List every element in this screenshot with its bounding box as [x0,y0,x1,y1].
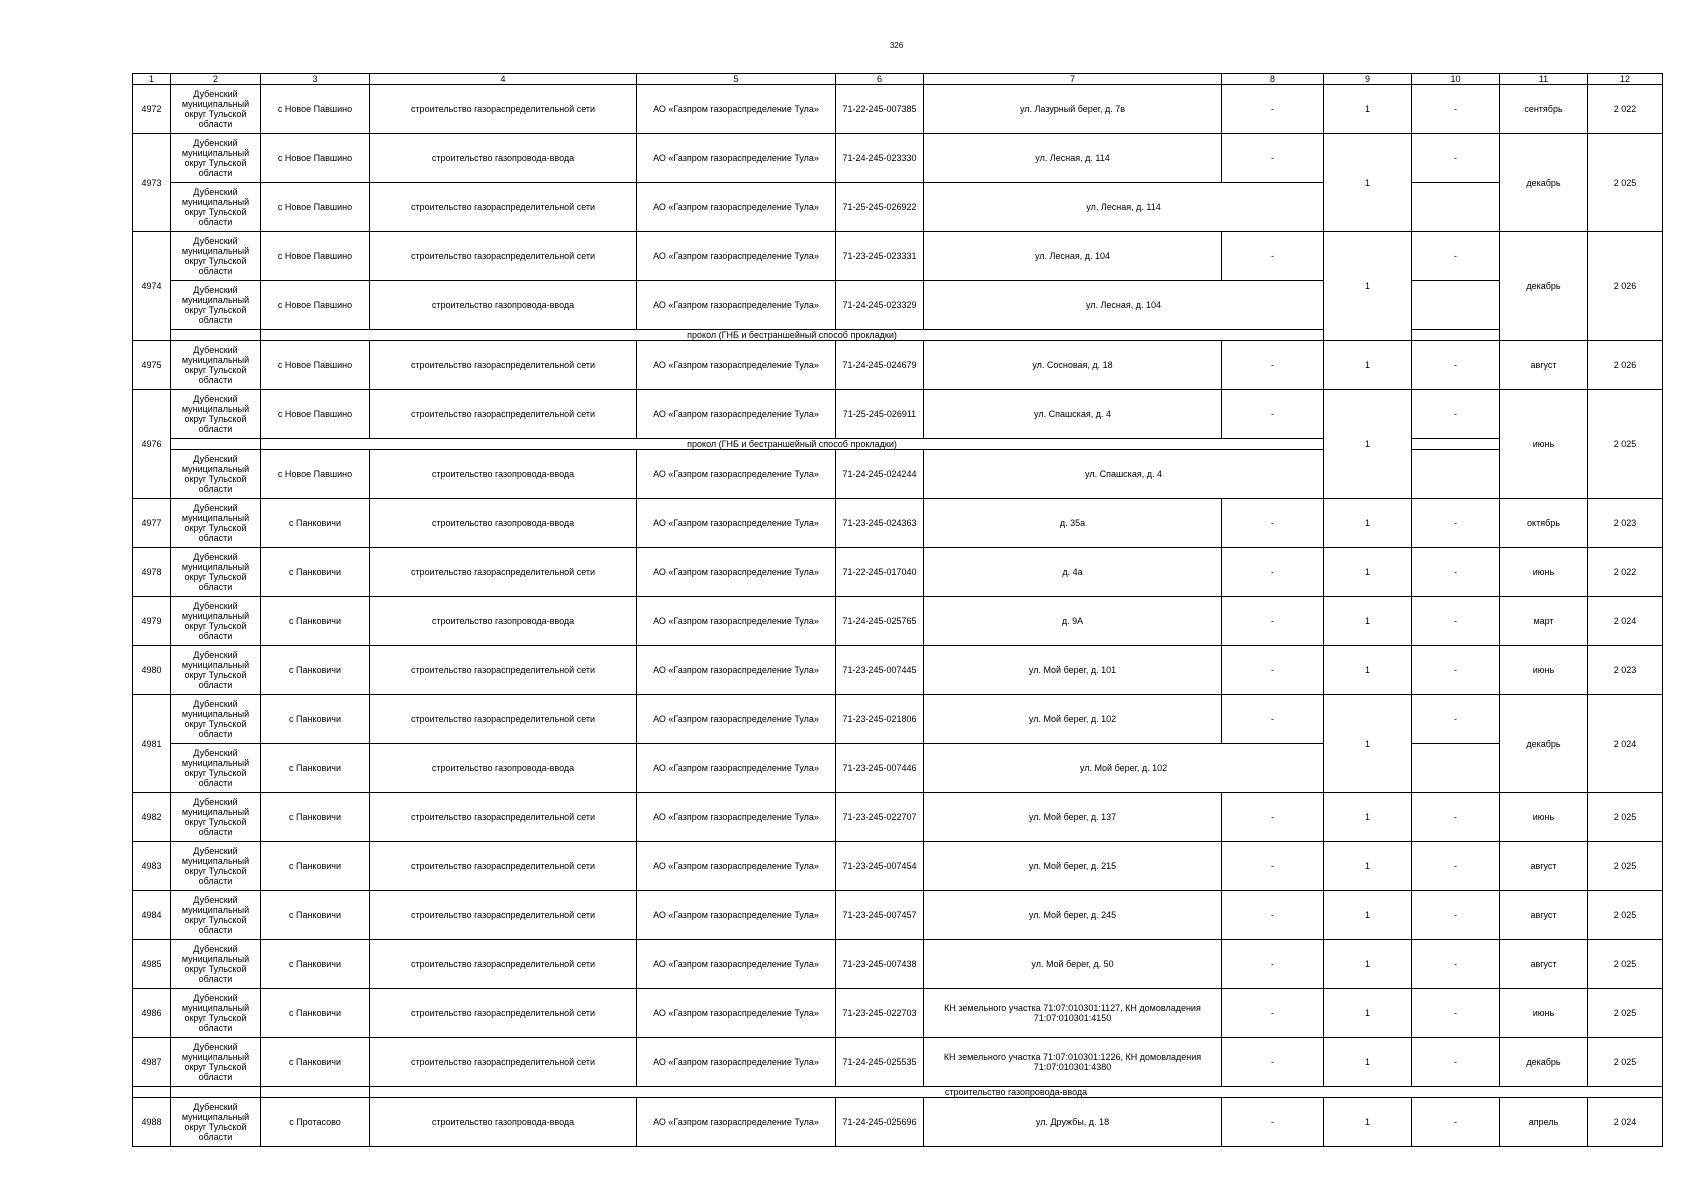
col8-cell: - [1222,499,1324,548]
municipality-cell [171,330,261,341]
settlement-cell: с Новое Павшино [261,281,370,330]
column-number: 9 [1324,74,1412,85]
table-row [133,341,1663,390]
month-cell: декабрь [1500,232,1588,341]
work-type-cell: строительство газораспределительной сети [370,548,637,597]
table-row [133,439,1663,450]
row-number: 4977 [133,499,171,548]
year-cell: 2 025 [1588,940,1663,989]
settlement-cell: с Панковичи [261,793,370,842]
month-cell: июнь [1500,548,1588,597]
settlement-cell: с Панковичи [261,597,370,646]
col8-cell: - [1222,842,1324,891]
municipality-cell: Дубенский муниципальный округ Тульской области [171,1098,261,1147]
row-number: 4981 [133,695,171,793]
col9-cell: 1 [1324,891,1412,940]
col10-cell [1412,281,1500,330]
object-code-cell: 71-23-245-007438 [836,940,924,989]
year-cell: 2 025 [1588,1038,1663,1087]
month-cell: декабрь [1500,695,1588,793]
settlement-cell: с Новое Павшино [261,85,370,134]
col8-cell: - [1222,232,1324,281]
year-cell: 2 025 [1588,390,1663,499]
address-cell: ул. Лесная, д. 104 [924,232,1222,281]
operator-cell: АО «Газпром газораспределение Тула» [637,232,836,281]
object-code-cell: 71-25-245-026911 [836,390,924,439]
col8-cell: - [1222,341,1324,390]
settlement-cell: с Новое Павшино [261,450,370,499]
year-cell: 2 022 [1588,548,1663,597]
work-type-cell: строительство газораспределительной сети [370,695,637,744]
col9-cell: 1 [1324,646,1412,695]
work-type-cell: строительство газопровода-ввода [370,281,637,330]
year-cell: 2 023 [1588,499,1663,548]
month-cell: октябрь [1500,499,1588,548]
object-code-cell: 71-23-245-007454 [836,842,924,891]
col10-cell: - [1412,1038,1500,1087]
address-cell: ул. Спашская, д. 4 [924,390,1222,439]
year-cell: 2 024 [1588,597,1663,646]
work-type-cell: строительство газораспределительной сети [370,842,637,891]
address-cell: д. 35а [924,499,1222,548]
table-row [133,548,1663,597]
gasification-registry-table [132,73,1663,1147]
col10-cell: - [1412,842,1500,891]
work-type-cell: строительство газораспределительной сети [370,183,637,232]
municipality-cell: Дубенский муниципальный округ Тульской области [171,450,261,499]
col9-cell: 1 [1324,842,1412,891]
work-type-cell: строительство газораспределительной сети [370,989,637,1038]
municipality-cell: Дубенский муниципальный округ Тульской области [171,134,261,183]
year-cell: 2 025 [1588,891,1663,940]
col10-cell: - [1412,499,1500,548]
column-number: 11 [1500,74,1588,85]
col10-cell: - [1412,597,1500,646]
operator-cell: АО «Газпром газораспределение Тула» [637,450,836,499]
municipality-cell: Дубенский муниципальный округ Тульской области [171,1038,261,1087]
object-code-cell: 71-24-245-023330 [836,134,924,183]
row-number: 4987 [133,1038,171,1087]
column-number: 4 [370,74,637,85]
table-row [133,450,1663,499]
table-row [133,744,1663,793]
col10-cell: - [1412,232,1500,281]
col10-cell: - [1412,134,1500,183]
municipality-cell: Дубенский муниципальный округ Тульской области [171,341,261,390]
operator-cell: АО «Газпром газораспределение Тула» [637,183,836,232]
settlement-cell: с Новое Павшино [261,390,370,439]
address-cell: д. 4а [924,548,1222,597]
address-cell: ул. Мой берег, д. 245 [924,891,1222,940]
col10-cell [1412,744,1500,793]
page-number: 326 [889,41,904,50]
municipality-cell: Дубенский муниципальный округ Тульской области [171,597,261,646]
address-cell: ул. Лазурный берег, д. 7в [924,85,1222,134]
table-row [133,281,1663,330]
address-cell: ул. Мой берег, д. 50 [924,940,1222,989]
row-number: 4973 [133,134,171,232]
address-cell: ул. Мой берег, д. 137 [924,793,1222,842]
month-cell: июнь [1500,646,1588,695]
month-cell: март [1500,597,1588,646]
table-row [133,330,1663,341]
work-type-cell: строительство газораспределительной сети [370,85,637,134]
month-cell: сентябрь [1500,85,1588,134]
operator-cell: АО «Газпром газораспределение Тула» [637,597,836,646]
object-code-cell: 71-23-245-021806 [836,695,924,744]
col9-cell: 1 [1324,548,1412,597]
object-code-cell: 71-23-245-007445 [836,646,924,695]
municipality-cell: Дубенский муниципальный округ Тульской области [171,548,261,597]
month-cell: декабрь [1500,1038,1588,1087]
object-code-cell: 71-24-245-025696 [836,1098,924,1147]
operator-cell: АО «Газпром газораспределение Тула» [637,341,836,390]
municipality-cell: Дубенский муниципальный округ Тульской области [171,989,261,1038]
address-cell: КН земельного участка 71:07:010301:1226, КН домовладения 71:07:010301:4380 [924,1038,1222,1087]
col10-cell: - [1412,646,1500,695]
address-cell: ул. Лесная, д. 104 [924,281,1324,330]
month-cell: июнь [1500,793,1588,842]
column-number: 7 [924,74,1222,85]
operator-cell: АО «Газпром газораспределение Тула» [637,134,836,183]
table-row [133,597,1663,646]
table-row [133,989,1663,1038]
column-number-row [133,74,1663,85]
column-number: 6 [836,74,924,85]
work-type-cell: строительство газопровода-ввода [370,450,637,499]
row-number: 4983 [133,842,171,891]
municipality-cell [171,1087,261,1098]
col9-cell: 1 [1324,499,1412,548]
settlement-cell: с Панковичи [261,646,370,695]
operator-cell: АО «Газпром газораспределение Тула» [637,548,836,597]
municipality-cell: Дубенский муниципальный округ Тульской области [171,695,261,744]
address-cell: ул. Лесная, д. 114 [924,183,1324,232]
table-row [133,646,1663,695]
year-cell: 2 025 [1588,989,1663,1038]
column-number: 10 [1412,74,1500,85]
year-cell: 2 025 [1588,793,1663,842]
work-type-cell: строительство газопровода-ввода [370,499,637,548]
work-type-cell: строительство газораспределительной сети [370,1038,637,1087]
object-code-cell: 71-23-245-007457 [836,891,924,940]
table-row [133,134,1663,183]
col9-cell: 1 [1324,390,1412,499]
col9-cell: 1 [1324,341,1412,390]
col9-cell: 1 [1324,134,1412,232]
object-code-cell: 71-24-245-025535 [836,1038,924,1087]
work-type-cell: строительство газопровода-ввода [370,744,637,793]
row-number: 4984 [133,891,171,940]
table-row [133,695,1663,744]
year-cell: 2 024 [1588,1098,1663,1147]
puncture-note: прокол (ГНБ и бестраншейный способ прокладки) [261,330,1324,341]
settlement-cell: с Панковичи [261,695,370,744]
object-code-cell: 71-24-245-023329 [836,281,924,330]
operator-cell: АО «Газпром газораспределение Тула» [637,940,836,989]
municipality-cell: Дубенский муниципальный округ Тульской области [171,281,261,330]
col10-cell: - [1412,85,1500,134]
col8-cell: - [1222,793,1324,842]
table-row [133,499,1663,548]
col8-cell: - [1222,940,1324,989]
column-number: 8 [1222,74,1324,85]
table-row [133,183,1663,232]
municipality-cell [171,439,261,450]
settlement-cell: с Новое Павшино [261,341,370,390]
operator-cell: АО «Газпром газораспределение Тула» [637,85,836,134]
row-number: 4979 [133,597,171,646]
column-number: 3 [261,74,370,85]
settlement-cell: с Панковичи [261,1038,370,1087]
col10-cell [1412,439,1500,450]
municipality-cell: Дубенский муниципальный округ Тульской области [171,940,261,989]
col8-cell: - [1222,1098,1324,1147]
table-row [133,891,1663,940]
col9-cell: 1 [1324,989,1412,1038]
col10-cell: - [1412,891,1500,940]
month-cell: август [1500,842,1588,891]
col9-cell: 1 [1324,940,1412,989]
year-cell: 2 022 [1588,85,1663,134]
month-cell: август [1500,891,1588,940]
col8-cell: - [1222,548,1324,597]
operator-cell: АО «Газпром газораспределение Тула» [637,842,836,891]
year-cell: 2 026 [1588,341,1663,390]
year-cell: 2 024 [1588,695,1663,793]
municipality-cell: Дубенский муниципальный округ Тульской области [171,390,261,439]
operator-cell: АО «Газпром газораспределение Тула» [637,499,836,548]
operator-cell: АО «Газпром газораспределение Тула» [637,744,836,793]
operator-cell: АО «Газпром газораспределение Тула» [637,390,836,439]
row-number: 4985 [133,940,171,989]
settlement-cell: с Новое Павшино [261,183,370,232]
object-code-cell: 71-23-245-023331 [836,232,924,281]
col10-cell: - [1412,341,1500,390]
row-number: 4986 [133,989,171,1038]
col10-cell: - [1412,390,1500,439]
settlement-cell: с Панковичи [261,744,370,793]
row-number: 4972 [133,85,171,134]
object-code-cell: 71-23-245-007446 [836,744,924,793]
col9-cell: 1 [1324,597,1412,646]
settlement-cell: с Панковичи [261,548,370,597]
col8-cell: - [1222,891,1324,940]
col9-cell: 1 [1324,85,1412,134]
month-cell: июнь [1500,989,1588,1038]
object-code-cell: 71-22-245-007385 [836,85,924,134]
puncture-note: прокол (ГНБ и бестраншейный способ прокладки) [261,439,1324,450]
col8-cell: - [1222,1038,1324,1087]
table-row [133,1087,1663,1098]
month-cell: апрель [1500,1098,1588,1147]
address-cell: ул. Дружбы, д. 18 [924,1098,1222,1147]
municipality-cell: Дубенский муниципальный округ Тульской области [171,232,261,281]
object-code-cell: 71-24-245-025765 [836,597,924,646]
municipality-cell: Дубенский муниципальный округ Тульской области [171,85,261,134]
row-number [133,1087,171,1098]
work-type-cell: строительство газораспределительной сети [370,891,637,940]
address-cell: ул. Мой берег, д. 102 [924,744,1324,793]
operator-cell: АО «Газпром газораспределение Тула» [637,695,836,744]
col9-cell: 1 [1324,793,1412,842]
settlement-cell: с Панковичи [261,940,370,989]
table-row [133,940,1663,989]
settlement-cell: с Панковичи [261,989,370,1038]
col8-cell: - [1222,85,1324,134]
address-cell: КН земельного участка 71:07:010301:1127, КН домовладения 71:07:010301:4150 [924,989,1222,1038]
month-cell: август [1500,341,1588,390]
table-row [133,842,1663,891]
municipality-cell: Дубенский муниципальный округ Тульской области [171,842,261,891]
operator-cell: АО «Газпром газораспределение Тула» [637,989,836,1038]
column-number: 5 [637,74,836,85]
column-number: 1 [133,74,171,85]
settlement-cell: с Новое Павшино [261,232,370,281]
col9-cell: 1 [1324,1038,1412,1087]
address-cell: ул. Лесная, д. 114 [924,134,1222,183]
row-number: 4988 [133,1098,171,1147]
object-code-cell: 71-24-245-024679 [836,341,924,390]
work-type-cell: строительство газораспределительной сети [370,341,637,390]
work-type-cell: строительство газораспределительной сети [370,646,637,695]
settlement-cell [261,1087,370,1098]
year-cell: 2 026 [1588,232,1663,341]
work-type-cell: строительство газораспределительной сети [370,940,637,989]
settlement-cell: с Панковичи [261,499,370,548]
col10-cell [1412,330,1500,341]
address-cell: ул. Мой берег, д. 101 [924,646,1222,695]
year-cell: 2 025 [1588,134,1663,232]
col8-cell: - [1222,695,1324,744]
year-cell: 2 023 [1588,646,1663,695]
table-row [133,1098,1663,1147]
address-cell: ул. Сосновая, д. 18 [924,341,1222,390]
municipality-cell: Дубенский муниципальный округ Тульской области [171,744,261,793]
work-type-cell: строительство газопровода-ввода [370,597,637,646]
settlement-cell: с Протасово [261,1098,370,1147]
table-row [133,85,1663,134]
month-cell: июнь [1500,390,1588,499]
work-type-cell: строительство газораспределительной сети [370,793,637,842]
col10-cell: - [1412,548,1500,597]
month-cell: август [1500,940,1588,989]
work-type-cell: строительство газопровода-ввода [370,134,637,183]
col10-cell: - [1412,695,1500,744]
row-number: 4982 [133,793,171,842]
operator-cell: АО «Газпром газораспределение Тула» [637,1098,836,1147]
address-cell: ул. Спашская, д. 4 [924,450,1324,499]
operator-cell: АО «Газпром газораспределение Тула» [637,793,836,842]
table-row [133,232,1663,281]
settlement-cell: с Панковичи [261,842,370,891]
year-cell: 2 025 [1588,842,1663,891]
object-code-cell: 71-23-245-024363 [836,499,924,548]
col9-cell: 1 [1324,1098,1412,1147]
col10-cell [1412,450,1500,499]
row-number: 4976 [133,390,171,499]
col10-cell: - [1412,793,1500,842]
object-code-cell: 71-23-245-022707 [836,793,924,842]
object-code-cell: 71-23-245-022703 [836,989,924,1038]
col10-cell: - [1412,940,1500,989]
municipality-cell: Дубенский муниципальный округ Тульской области [171,793,261,842]
municipality-cell: Дубенский муниципальный округ Тульской области [171,499,261,548]
col8-cell: - [1222,597,1324,646]
work-type-cell: строительство газораспределительной сети [370,232,637,281]
object-code-cell: 71-22-245-017040 [836,548,924,597]
operator-cell: АО «Газпром газораспределение Тула» [637,1038,836,1087]
address-cell: ул. Мой берег, д. 102 [924,695,1222,744]
operator-cell: АО «Газпром газораспределение Тула» [637,891,836,940]
object-code-cell: 71-24-245-024244 [836,450,924,499]
address-cell: д. 9А [924,597,1222,646]
row-number: 4978 [133,548,171,597]
col8-cell: - [1222,390,1324,439]
table-row [133,793,1663,842]
month-cell: декабрь [1500,134,1588,232]
col8-cell: - [1222,646,1324,695]
work-type-cell: строительство газораспределительной сети [370,390,637,439]
operator-cell: АО «Газпром газораспределение Тула» [637,281,836,330]
municipality-cell: Дубенский муниципальный округ Тульской области [171,646,261,695]
col10-cell: - [1412,989,1500,1038]
col10-cell: - [1412,1098,1500,1147]
address-cell: ул. Мой берег, д. 215 [924,842,1222,891]
settlement-cell: с Панковичи [261,891,370,940]
col8-cell: - [1222,134,1324,183]
column-number: 2 [171,74,261,85]
row-number: 4980 [133,646,171,695]
object-code-cell: 71-25-245-026922 [836,183,924,232]
col8-cell: - [1222,989,1324,1038]
row-number: 4975 [133,341,171,390]
column-number: 12 [1588,74,1663,85]
row-number: 4974 [133,232,171,341]
table-row [133,1038,1663,1087]
settlement-cell: с Новое Павшино [261,134,370,183]
col10-cell [1412,183,1500,232]
municipality-cell: Дубенский муниципальный округ Тульской области [171,183,261,232]
section-note: строительство газопровода-ввода [370,1087,1663,1098]
operator-cell: АО «Газпром газораспределение Тула» [637,646,836,695]
table-row [133,390,1663,439]
col9-cell: 1 [1324,232,1412,341]
municipality-cell: Дубенский муниципальный округ Тульской области [171,891,261,940]
col9-cell: 1 [1324,695,1412,793]
work-type-cell: строительство газопровода-ввода [370,1098,637,1147]
